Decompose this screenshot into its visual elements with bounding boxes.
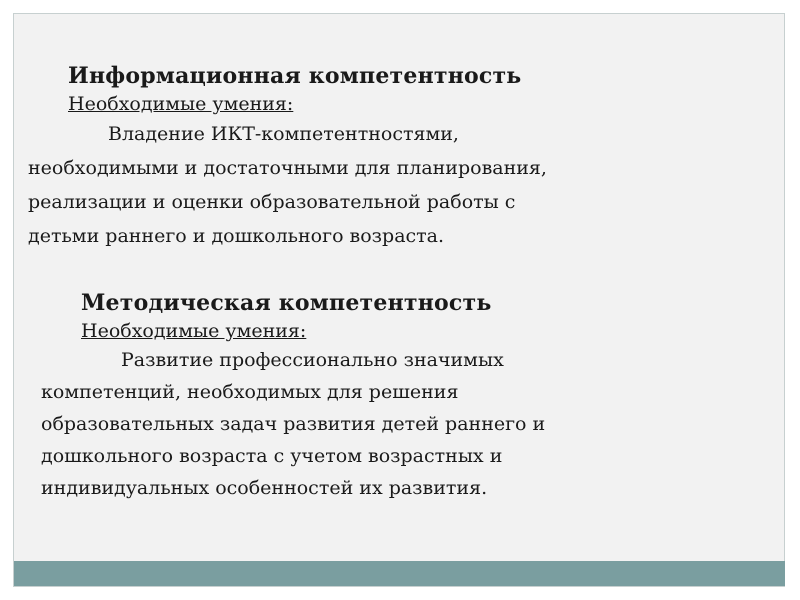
section-subheading: Необходимые умения: — [68, 93, 294, 115]
section-heading: Методическая компетентность — [81, 290, 492, 316]
section-methodical-competence — [41, 288, 771, 504]
body-line: детьми раннего и дошкольного возраста. — [28, 225, 445, 247]
body-line: индивидуальных особенностей их развития. — [41, 477, 488, 499]
body-line: реализации и оценки образовательной работы с — [28, 191, 516, 213]
body-line: необходимыми и достаточными для планирования, — [28, 157, 547, 179]
section-heading: Информационная компетентность — [68, 63, 522, 89]
section-body — [28, 117, 768, 253]
bottom-decorative-bar — [14, 561, 785, 586]
body-line: дошкольного возраста с учетом возрастных и — [41, 445, 503, 467]
body-line: образовательных задач развития детей раннего и — [41, 413, 546, 435]
section-information-competence — [28, 61, 768, 253]
section-body — [41, 344, 771, 504]
body-line: компетенций, необходимых для решения — [41, 381, 459, 403]
body-line: Развитие профессионально значимых — [121, 349, 504, 371]
body-line: Владение ИКТ-компетентностями, — [108, 123, 459, 145]
section-subheading: Необходимые умения: — [81, 320, 307, 342]
